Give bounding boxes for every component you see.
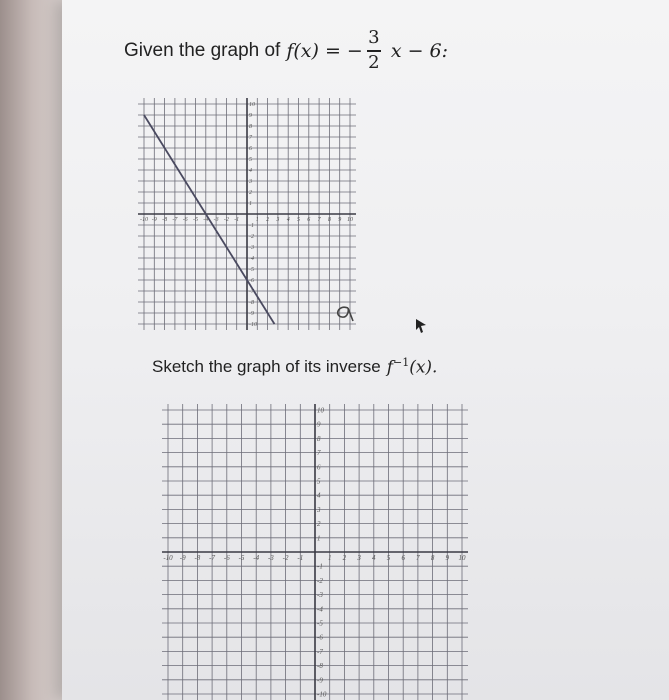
x-tick-label: -4 (203, 217, 209, 223)
given-suffix: x − 6: (390, 40, 449, 62)
y-tick-label: -1 (317, 562, 323, 571)
x-tick-label: 2 (266, 217, 270, 223)
x-tick-label: -9 (151, 217, 157, 223)
x-tick-label: 6 (307, 217, 311, 223)
y-tick-label: 6 (249, 146, 252, 153)
y-tick-label: -9 (249, 311, 254, 318)
x-tick-label: 4 (286, 217, 290, 223)
fraction-denominator: 2 (368, 51, 380, 73)
given-statement (124, 26, 448, 76)
x-tick-label: -7 (209, 554, 216, 562)
x-tick-label: 3 (357, 554, 361, 562)
given-prefix: Given the graph of (124, 40, 281, 61)
y-tick-label: 4 (317, 491, 321, 500)
x-tick-label: -1 (297, 554, 304, 562)
x-tick-label: 8 (430, 554, 435, 562)
given-graph (136, 96, 358, 332)
inverse-notation (387, 356, 438, 378)
y-tick-label: -6 (249, 278, 254, 285)
y-tick-label: 3 (249, 179, 252, 186)
y-tick-label: -8 (317, 662, 323, 671)
x-tick-label: -6 (182, 217, 188, 223)
y-tick-label: -4 (317, 605, 323, 614)
y-tick-label: -10 (317, 690, 327, 699)
x-tick-label: -9 (179, 554, 186, 562)
y-tick-label: 5 (249, 157, 252, 164)
y-tick-label: 8 (317, 434, 321, 443)
y-tick-label: 10 (317, 406, 324, 415)
x-tick-label: -8 (194, 554, 201, 562)
coefficient-fraction (367, 29, 381, 72)
x-tick-label: 10 (347, 217, 353, 223)
y-tick-label: -9 (317, 676, 323, 685)
x-tick-label: -2 (223, 217, 229, 223)
inverse-arg: (x). (409, 357, 438, 378)
x-tick-label: 5 (297, 217, 300, 223)
y-tick-label: 7 (249, 135, 252, 142)
x-tick-label: 7 (416, 554, 420, 562)
x-tick-label: -8 (162, 217, 168, 223)
y-tick-label: -6 (317, 633, 323, 642)
x-tick-label: -1 (234, 217, 240, 223)
x-tick-label: 7 (317, 217, 321, 223)
x-tick-label: -7 (172, 217, 178, 223)
x-tick-label: 1 (327, 554, 332, 562)
mouse-cursor-icon (414, 318, 428, 336)
x-tick-label: 3 (276, 217, 280, 223)
y-tick-label: -8 (249, 300, 254, 307)
x-tick-label: -6 (223, 554, 230, 562)
sketch-prefix: Sketch the graph of its inverse (152, 357, 381, 376)
y-tick-label: 8 (249, 124, 252, 131)
y-tick-label: 4 (249, 168, 252, 175)
y-tick-label: -4 (249, 256, 254, 263)
y-tick-label: 5 (317, 477, 321, 486)
x-tick-label: 6 (401, 554, 405, 562)
y-tick-label: -7 (249, 289, 254, 296)
y-tick-label: -7 (317, 647, 323, 656)
inverse-f: f (386, 357, 393, 378)
inverse-exponent: −1 (392, 356, 410, 370)
x-tick-label: -4 (253, 554, 260, 562)
x-tick-label: -5 (238, 554, 245, 562)
y-tick-label: -1 (249, 223, 254, 230)
pen-scribble-icon (332, 302, 356, 324)
x-tick-label: 5 (386, 554, 391, 562)
x-tick-label: 1 (255, 217, 259, 223)
y-tick-label: 9 (249, 113, 252, 120)
y-tick-label: 6 (317, 463, 321, 472)
x-tick-label: -10 (163, 554, 173, 562)
y-tick-label: -3 (317, 591, 323, 600)
inverse-graph[interactable] (152, 404, 470, 700)
x-tick-label: 10 (458, 554, 466, 562)
y-tick-label: 2 (249, 190, 252, 197)
x-tick-label: -3 (213, 217, 219, 223)
x-tick-label: -3 (267, 554, 274, 562)
sketch-instruction (152, 352, 437, 382)
y-tick-label: -5 (317, 619, 323, 628)
x-tick-label: 4 (372, 554, 376, 562)
y-tick-label: 7 (317, 449, 321, 458)
x-tick-label: -2 (282, 554, 289, 562)
y-tick-label: 1 (317, 534, 321, 543)
y-tick-label: 3 (317, 505, 321, 514)
y-tick-label: -10 (249, 322, 257, 329)
given-function: f(x) = − (286, 40, 363, 62)
fraction-numerator: 3 (368, 27, 380, 49)
x-tick-label: 8 (327, 217, 331, 223)
x-tick-label: 9 (445, 554, 450, 562)
y-tick-label: 10 (249, 102, 255, 109)
x-tick-label: 2 (342, 554, 347, 562)
x-tick-label: -10 (140, 217, 148, 223)
x-tick-label: -5 (193, 217, 198, 223)
y-tick-label: -2 (249, 234, 254, 241)
y-tick-label: 1 (249, 201, 252, 208)
x-tick-label: 9 (338, 217, 342, 223)
y-tick-label: 2 (317, 520, 321, 529)
y-tick-label: -5 (249, 267, 254, 274)
y-tick-label: 9 (317, 420, 321, 429)
y-tick-label: -3 (249, 245, 254, 252)
y-tick-label: -2 (317, 576, 323, 585)
